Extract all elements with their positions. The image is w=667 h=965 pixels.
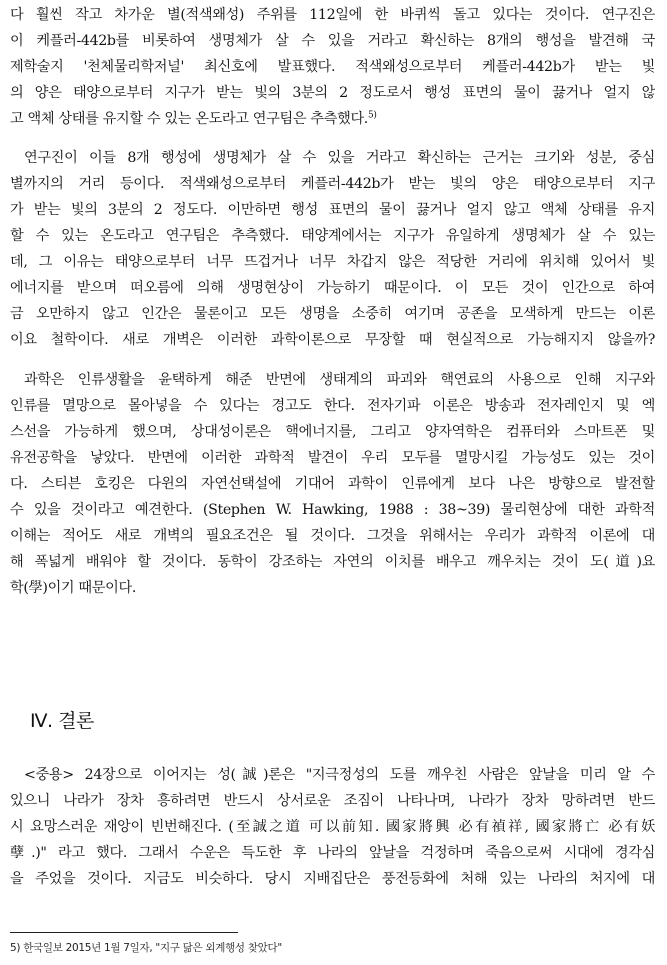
- text-line: 유전공학을 낳았다. 반면에 이러한 과학적 발견이 우리 모두를 멸망시킬 가능성도 있는 것이: [10, 450, 655, 466]
- text-line: 별까지의 거리 등이다. 적색왜성으로부터 케플러-442b가 받는 빛의 양은 태양으로부터 지구: [10, 176, 655, 192]
- text-line: 연구진이 이들 8개 행성에 생명체가 살 수 있을 거라고 확신하는 근거는 크기와 성분, 중심: [24, 150, 655, 166]
- text-line: 에너지를 받으며 떠오름에 의해 생명현상이 가능하기 때문이다. 이 모든 것이 인간으로 하여: [10, 280, 655, 296]
- footnote-reference[interactable]: 5): [367, 110, 377, 121]
- text-line: 다. 스티븐 호킹은 다윈의 자연선택설에 기대어 과학이 인류에게 보다 나은 방향으로 발전할: [10, 476, 655, 492]
- text-line: 해 폭넓게 배워야 할 것이다. 동학이 강조하는 자연의 이치를 배우고 깨우치는 것이 도(道)요: [10, 554, 655, 570]
- text-line: 가 받는 빛의 3분의 2 정도다. 이만하면 행성 표면의 물이 끓거나 얼지 않고 액체 상태를 유지: [10, 202, 655, 218]
- text-line: 데, 그 이유는 태양으로부터 너무 뜨겁거나 너무 차갑지 않은 적당한 거리에 위치해 있어서 빛: [10, 254, 655, 270]
- footnote: 5) 한국일보 2015년 1월 7일자, "지구 닮은 외계행성 찾았다": [10, 942, 282, 954]
- paragraph-1: [10, 2, 655, 132]
- text-line: <중용> 24장으로 이어지는 성(誠)론은 "지극정성의 도를 깨우친 사람은 앞날을 미리 알 수: [24, 767, 655, 783]
- text-line: 수 있을 것이라고 예견한다. (Stephen W. Hawking, 1988 : 38~39) 물리현상에 대한 과학적: [10, 502, 655, 518]
- text-line-content: 고 액체 상태를 유지할 수 있는 온도라고 연구팀은 추측했다.: [10, 111, 368, 127]
- section-heading: Ⅳ. 결론: [30, 710, 94, 732]
- paragraph-2: [10, 145, 655, 353]
- text-line: 을 주었을 것이다. 지금도 비슷하다. 당시 지배집단은 풍전등화에 처해 있는 나라의 처지에 대: [10, 871, 655, 887]
- text-line: 할 수 있는 온도라고 연구팀은 추측했다. 태양계에서는 지구가 유일하게 생명체가 살 수 있는: [10, 228, 655, 244]
- text-line: 이 케플러-442b를 비롯하여 생명체가 살 수 있을 거라고 확신하는 8개의 행성을 발견해 국: [10, 33, 655, 49]
- text-line: 인류를 멸망으로 몰아넣을 수 있다는 경고도 한다. 전자기파 이론은 방송과 전자레인지 및 엑: [10, 398, 655, 414]
- text-line: 금 오만하지 않고 인간은 물론이고 모든 생명을 소중히 여기며 공존을 모색하게 만드는 이론: [10, 306, 655, 322]
- paragraph-4: [10, 762, 655, 892]
- text-line: 제학술지 '천체물리학저널' 최신호에 발표했다. 적색왜성으로부터 케플러-442b가 받는 빛: [10, 59, 655, 75]
- text-line: 스선을 가능하게 했으며, 상대성이론은 핵에너지를, 그리고 양자역학은 컴퓨터와 스마트폰 및: [10, 424, 655, 440]
- text-line: 과학은 인류생활을 윤택하게 해준 반면에 생태계의 파괴와 핵연료의 사용으로 인해 지구와: [24, 372, 655, 388]
- text-line: [10, 106, 655, 132]
- text-line: 이해는 적어도 새로 개벽의 필요조건은 될 것이다. 그것을 위해서는 우리가 과학적 이론에 대: [10, 528, 655, 544]
- text-line: 학(學)이기 때문이다.: [10, 580, 137, 596]
- footnote-divider: [10, 932, 238, 933]
- paragraph-3: [10, 367, 655, 601]
- text-line: 시 요망스러운 재앙이 빈번해진다. (至誠之道 可以前知. 國家將興 必有禎祥, 國家將亡 必有妖: [10, 819, 655, 835]
- text-line: 있으니 나라가 장차 흥하려면 반드시 상서로운 조짐이 나타나며, 나라가 장차 망하려면 반드: [10, 793, 655, 809]
- text-line: 다 훨씬 작고 차가운 별(적색왜성) 주위를 112일에 한 바퀴씩 돌고 있다는 것이다. 연구진은: [10, 7, 655, 23]
- text-line: 孽.)" 라고 했다. 그래서 수운은 득도한 후 나라의 앞날을 걱정하며 죽음으로써 시대에 경각심: [10, 845, 655, 861]
- text-line: 이요 철학이다. 새로 개벽은 이러한 과학이론으로 무장할 때 현실적으로 가능해지지 않을까?: [10, 332, 655, 348]
- text-line: 의 양은 태양으로부터 지구가 받는 빛의 3분의 2 정도로서 행성 표면의 물이 끓거나 얼지 않: [10, 85, 655, 101]
